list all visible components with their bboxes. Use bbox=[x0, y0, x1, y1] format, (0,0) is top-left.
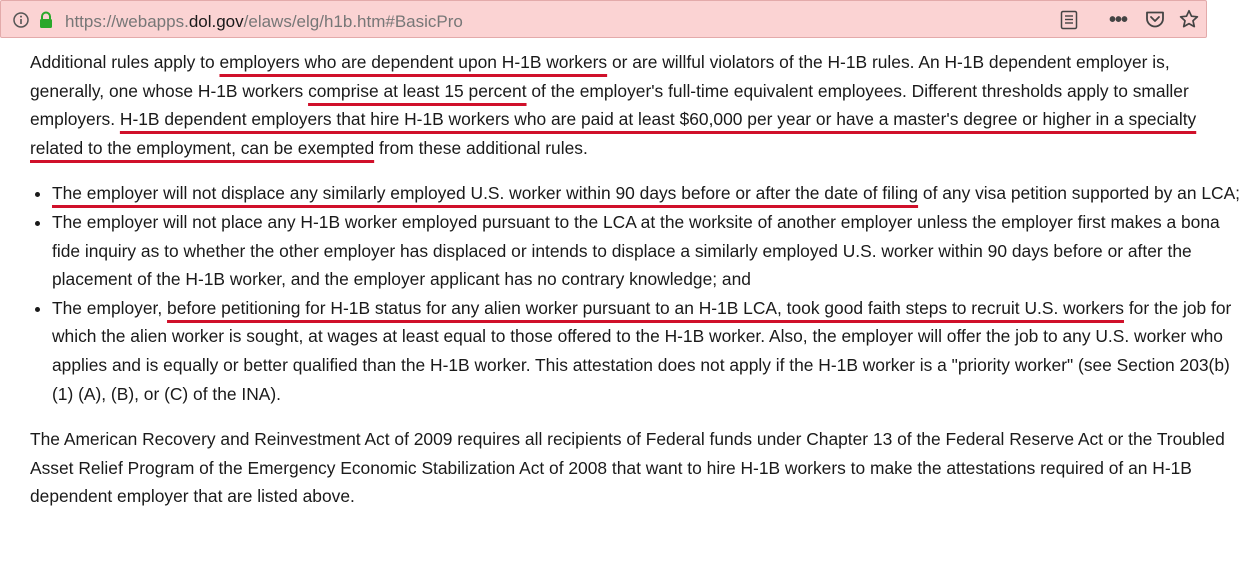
bullet-3-text-2: for the job for which the alien worker is sought, at wages at least equal to those offered to the H-1B worker. Also, the employer will offer the job to any U.S. worker who applies and is equally or better qualified than the H-1B worker. This attestation does not apply if the H-1B worker is a "priority worker" (see Section 203(b) (1) (A), (B), or (C) of the INA). bbox=[52, 297, 1232, 404]
intro-text-1: Additional rules apply to bbox=[30, 52, 220, 72]
bullet-3-text-1: The employer, bbox=[52, 297, 168, 318]
attestation-list bbox=[30, 179, 1245, 408]
bookmark-star-icon[interactable] bbox=[1179, 9, 1199, 34]
arra-paragraph: The American Recovery and Reinvestment Act of 2009 requires all recipients of Federal funds under Chapter 13 of the Federal Reserve Act or the Troubled Asset Relief Program of the Emergency Economic Stabilization Act of 2008 that want to hire H-1B workers to make the attestations required of an H-1B dependent employer that are listed above. bbox=[30, 429, 1225, 507]
list-item bbox=[52, 179, 1245, 208]
highlight-15-percent: comprise at least 15 percent bbox=[308, 80, 527, 101]
intro-text-4: from these additional rules. bbox=[374, 137, 588, 158]
pocket-icon[interactable] bbox=[1145, 10, 1165, 34]
url-prefix: https://webapps. bbox=[65, 12, 189, 31]
url-domain: dol.gov bbox=[188, 12, 244, 31]
bullet-1-text: of any visa petition supported by an LCA; bbox=[918, 183, 1241, 204]
highlight-recruit-us-workers: before petitioning for H-1B status for any alien worker pursuant to an H-1B LCA, took good faith steps to recruit U.S. workers bbox=[167, 297, 1124, 318]
bullet-2-text: The employer will not place any H-1B worker employed pursuant to the LCA at the worksite of another employer unless the employer first makes a bona fide inquiry as to whether the other employer has displaced or intends to displace a similarly employed U.S. worker within 90 days before or after the placement of the H-1B worker, and the employer applicant has no contrary knowledge; and bbox=[52, 211, 1220, 290]
url-suffix: /elaws/elg/h1b.htm#BasicPro bbox=[243, 12, 463, 31]
list-item bbox=[52, 208, 1245, 294]
address-bar[interactable] bbox=[0, 0, 1207, 38]
lock-icon[interactable] bbox=[38, 11, 54, 34]
intro-text-3: of the employer's full-time equivalent employees. Different thresholds apply to smaller employers. bbox=[30, 80, 1189, 130]
article-content bbox=[30, 48, 1245, 511]
intro-paragraph bbox=[30, 48, 1245, 162]
page-actions-menu-icon[interactable]: ••• bbox=[1109, 9, 1128, 31]
highlight-no-displacement: The employer will not displace any similarly employed U.S. worker within 90 days before or after the date of filing bbox=[52, 183, 919, 204]
intro-text-2: or are willful violators of the H-1B rules. An H-1B dependent employer is, generally, one whose H-1B workers bbox=[30, 52, 1170, 101]
info-icon[interactable] bbox=[13, 12, 29, 33]
highlight-exemption: H-1B dependent employers that hire H-1B workers who are paid at least $60,000 per year or have a master's degree or higher in a specialty related to the employment, can be exempted bbox=[30, 109, 1197, 158]
reader-view-icon[interactable] bbox=[1060, 10, 1078, 35]
list-item bbox=[52, 294, 1245, 408]
url-text[interactable] bbox=[65, 12, 463, 32]
highlight-dependent-employers: employers who are dependent upon H-1B workers bbox=[219, 52, 608, 72]
